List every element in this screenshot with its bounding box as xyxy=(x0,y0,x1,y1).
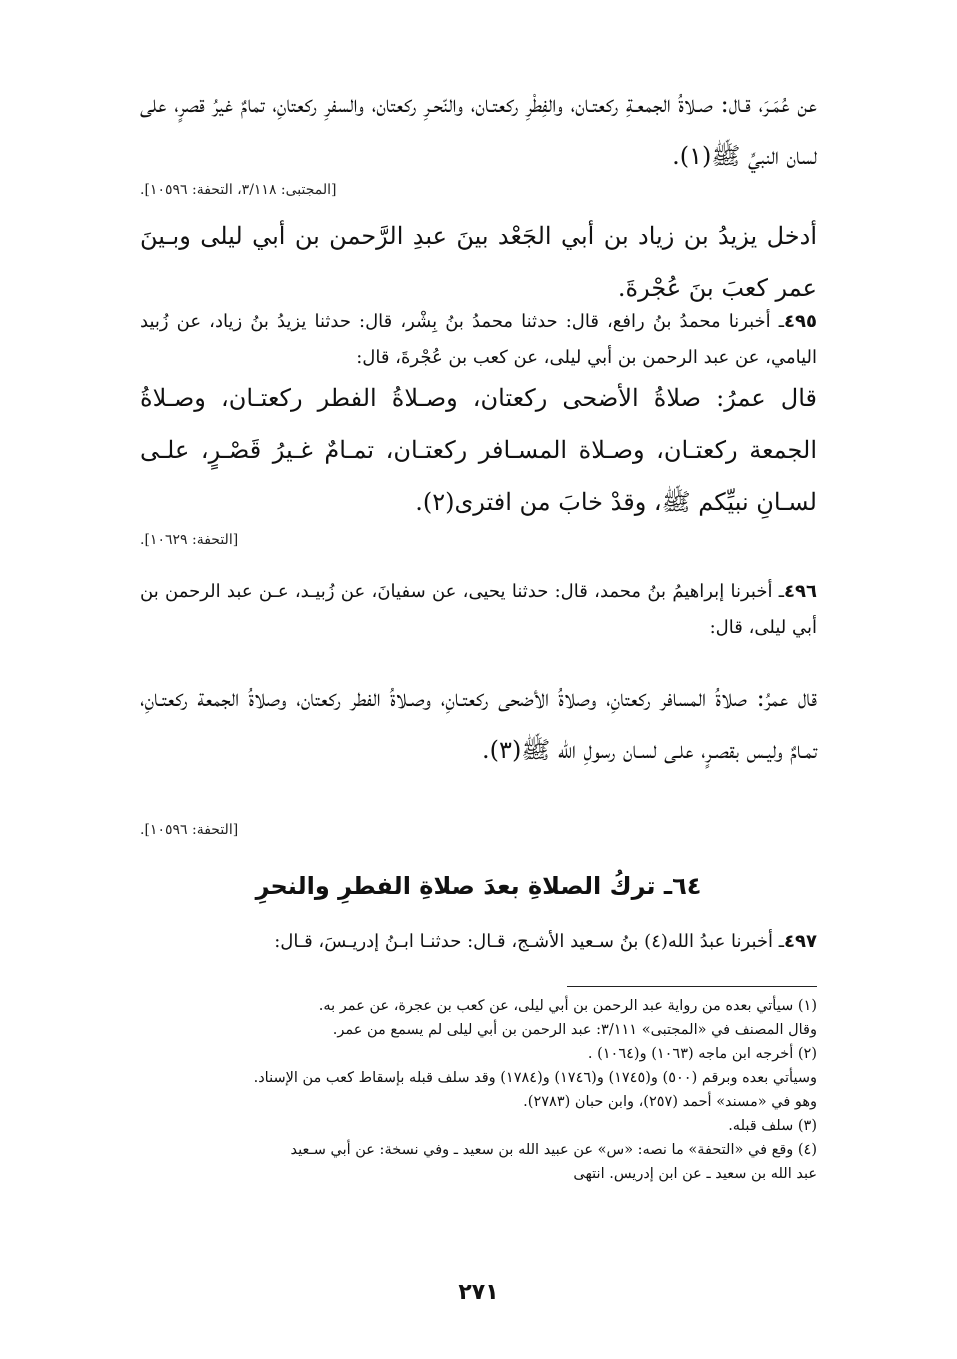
intro-paragraph: أدخل يزيدُ بن زياد بن أبي الجَعْد بينَ عبدِ الرَّحمن بن أبي ليلى وبـينَ عمر كعبَ بنَ عُجْرةَ. xyxy=(140,222,817,302)
footnote-line: وقال المصنف في «المجتبى» ٣/١١١: عبد الرحمن بن أبي ليلى لم يسمع من عمر. xyxy=(332,1022,817,1038)
hadith-496-reference: [التحفة: ١٠٥٩٦]. xyxy=(140,822,239,838)
footnote-line: (٢) أخرجه ابن ماجه (١٠٦٣) و(١٠٦٤) . xyxy=(587,1046,817,1062)
hadith-495-number: ٤٩٥ xyxy=(784,311,817,332)
hadith-496-matn: قال عمرُ: صلاةُ المسافر ركعتانِ، وصلاةُ الأضحى ركعتـانِ، وصـلاةُ الفطر ركعتان، وصلاةُ الجمعة ركعتـانِ، تمـامٌ وليـس بقصـرٍ، علـى لسـان رسولِ الله ﷺ(٣). xyxy=(140,684,817,764)
hadith-496-number: ٤٩٦ xyxy=(784,581,817,602)
book-page xyxy=(140,0,817,1359)
hadith-495-reference: [التحفة: ١٠٦٢٩]. xyxy=(140,532,239,548)
hadith-496-isnad: ٤٩٦ـ أخبرنا إبراهيمُ بنُ محمد، قال: حدثنا يحيى، عن سفيانَ، عن زُبيـد، عـن عبد الرحمن بن أبي ليلى، قال: xyxy=(140,581,817,638)
hadith-497-isnad: ٤٩٧ـ أخبرنا عبدُ الله(٤) بنُ سـعيد الأشـج، قـال: حدثنـا ابـنُ إدريـسَ، قـال: xyxy=(274,931,817,952)
footnote-line: وسيأتي بعده وبرقم (٥٠٠) و(١٧٤٥) و(١٧٤٦) و(١٧٨٤) وقد سلف قبله بإسقاط كعب من الإسناد. xyxy=(253,1070,817,1086)
top-passage-reference: [المجتبى: ٣/١١٨، التحفة: ١٠٥٩٦]. xyxy=(140,182,337,198)
hadith-495-matn: قال عمرُ: صلاةُ الأضحى ركعتان، وصـلاةُ الفطر ركعتـان، وصـلاةُ الجمعة ركعتـان، وصـلاة المسـافر ركعتـان، تمـامٌ غـيرُ قَصْـرٍ، علـى لسـانِ نبيِّكم ﷺ، وقدْ خابَ من افترى(٢). xyxy=(140,384,817,516)
footnote-line: وهو في «مسند» أحمد (٢٥٧)، وابن حبان (٢٧٨٣). xyxy=(523,1094,817,1110)
footnote-line: عبد الله بن سعيد ـ عن ابن إدريس. انتهى xyxy=(573,1166,817,1182)
hadith-495-isnad: ٤٩٥ـ أخبرنا محمدُ بنُ رافع، قال: حدثنا محمدُ بنُ بِشْر، قال: حدثنا يزيدُ بنُ زياد، عن زُبيد اليامي، عن عبد الرحمن بن أبي ليلى، عن كعب بن عُجْرةَ، قال: xyxy=(140,311,817,368)
footnote-line: (٣) سلف قبله. xyxy=(728,1118,817,1134)
top-passage-text: عن عُمَـرَ، قـال: صـلاةُ الجمعـةِ ركعتـان، والفِطْرِ ركعتـان، والنّحـرِ ركعتان، والسفرِ ركعتانِ، تمامٌ غيرُ قصرٍ، على لسان النبيِّ ﷺ(١). xyxy=(140,90,817,170)
chapter-heading: ٦٤ـ تركُ الصلاةِ بعدَ صلاةِ الفطرِ والنحرِ xyxy=(255,872,702,900)
footnotes xyxy=(140,994,817,1186)
hadith-497-number: ٤٩٧ xyxy=(784,931,817,952)
footnote-line: (١) سيأتي بعده من رواية عبد الرحمن بن أبي ليلى، عن كعب بن عجرة، عن عمر به. xyxy=(318,998,817,1014)
page-number: ٢٧١ xyxy=(458,1280,499,1305)
footnote-divider xyxy=(567,986,817,987)
footnote-line: (٤) وقع في «التحفة» ما نصه: «س» عن عبيد الله بن سعيد ـ وفي نسخة: عن أبي سـعيد xyxy=(290,1142,817,1158)
